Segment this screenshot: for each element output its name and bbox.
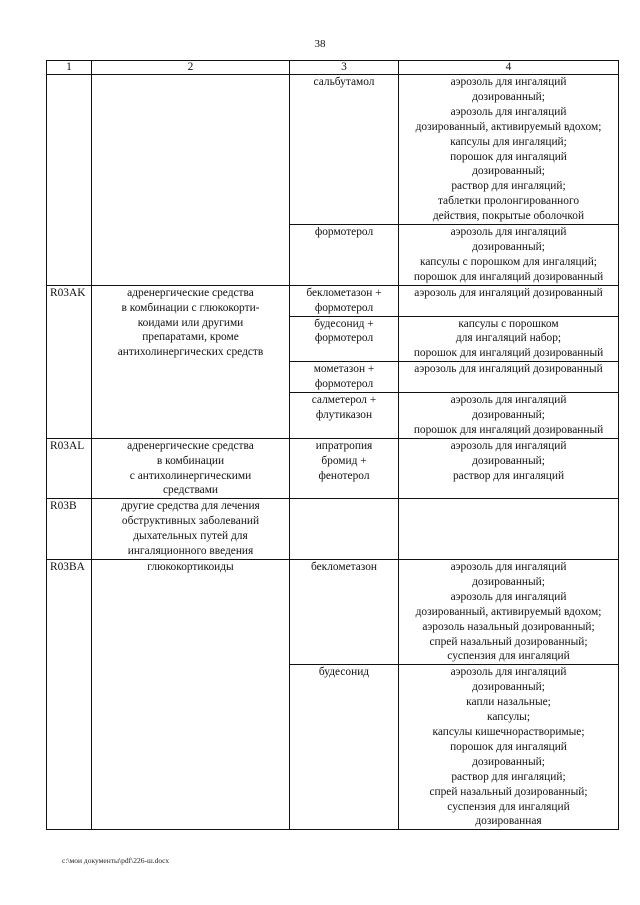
- forms-cell-line: капсулы с порошком: [458, 317, 559, 330]
- forms-cell-line: капсулы с порошком для ингаляций;: [420, 255, 597, 268]
- drug-table: [46, 60, 619, 830]
- forms-cell: [399, 75, 619, 225]
- table-row: [47, 438, 619, 499]
- group-cell: [92, 285, 290, 438]
- atc-code-cell: R03AK: [47, 285, 92, 438]
- forms-cell-line: раствор для ингаляций;: [451, 180, 566, 193]
- group-cell-line: адренергические средства: [127, 439, 254, 452]
- drug-cell-line: будесонид +: [314, 317, 374, 330]
- forms-cell-line: дозированный;: [472, 408, 545, 421]
- drug-cell-line: формотерол: [314, 332, 374, 345]
- forms-cell-line: аэрозоль для ингаляций: [450, 561, 567, 573]
- footer-file-path: c:\мои документы\pdf\226-ш.docx: [62, 856, 170, 865]
- group-cell-line: антихолинергических средств: [117, 346, 264, 359]
- forms-cell-line: капсулы кишечнорастворимые;: [432, 725, 585, 738]
- atc-code-cell: R03BA: [47, 560, 92, 830]
- group-cell-line: глюкокортикоиды: [147, 561, 234, 573]
- forms-cell-line: аэрозоль для ингаляций дозированный: [414, 363, 603, 376]
- atc-code-cell: R03AL: [47, 438, 92, 499]
- drug-cell-line: формотерол: [314, 301, 374, 314]
- table-body: [47, 75, 619, 830]
- table-row: [47, 560, 619, 665]
- forms-cell: [399, 438, 619, 499]
- column-header: 3: [290, 61, 399, 75]
- group-cell-line: препаратами, кроме: [142, 331, 239, 344]
- forms-cell: [399, 560, 619, 665]
- forms-cell-line: аэрозоль для ингаляций: [450, 76, 567, 88]
- page-number: 38: [314, 38, 326, 50]
- forms-cell: [399, 285, 619, 316]
- forms-cell-line: аэрозоль для ингаляций: [450, 105, 567, 118]
- atc-code-cell: [47, 75, 92, 286]
- forms-cell-line: аэрозоль для ингаляций: [450, 590, 567, 603]
- group-cell-line: средствами: [162, 484, 219, 497]
- atc-code-cell: R03B: [47, 499, 92, 560]
- forms-cell: [399, 393, 619, 439]
- drug-cell-line: флутиказон: [315, 408, 373, 421]
- column-header: 1: [47, 61, 92, 75]
- forms-cell: [399, 225, 619, 286]
- forms-cell-line: порошок для ингаляций: [450, 150, 567, 163]
- forms-cell-line: порошок для ингаляций дозированный: [413, 423, 604, 436]
- forms-cell-line: капсулы для ингаляций;: [450, 135, 567, 148]
- forms-cell-line: аэрозоль для ингаляций: [450, 666, 567, 679]
- forms-cell-line: дозированный, активируемый вдохом;: [415, 120, 602, 133]
- group-cell: [92, 75, 290, 286]
- forms-cell-line: суспензия для ингаляций: [447, 800, 570, 813]
- forms-cell-line: спрей назальный дозированный;: [429, 785, 588, 798]
- group-cell-line: дыхательных путей для: [133, 530, 248, 543]
- forms-cell-line: спрей назальный дозированный;: [429, 635, 588, 648]
- drug-cell: [290, 316, 399, 362]
- table-header-row: [47, 61, 619, 75]
- forms-cell: [399, 665, 619, 830]
- drug-cell: [290, 438, 399, 499]
- group-cell: [92, 499, 290, 560]
- drug-cell-line: формотерол: [314, 226, 374, 239]
- drug-cell-line: салметерол +: [311, 394, 377, 407]
- group-cell-line: ингаляционного введения: [127, 545, 254, 558]
- forms-cell-line: дозированный, активируемый вдохом;: [415, 605, 602, 618]
- forms-cell-line: суспензия для ингаляций: [447, 650, 570, 663]
- forms-cell-line: аэрозоль для ингаляций: [450, 439, 567, 452]
- group-cell-line: с антихолинергическими: [129, 469, 252, 482]
- forms-cell-line: капли назальные;: [466, 696, 551, 709]
- column-header: 4: [399, 61, 619, 75]
- table-row: [47, 499, 619, 560]
- drug-cell-line: формотерол: [314, 378, 374, 391]
- drug-cell: [290, 225, 399, 286]
- forms-cell-line: порошок для ингаляций дозированный: [413, 347, 604, 360]
- drug-cell: [290, 393, 399, 439]
- forms-cell-line: аэрозоль для ингаляций: [450, 226, 567, 239]
- group-cell: [92, 438, 290, 499]
- group-cell-line: в комбинации: [156, 454, 225, 467]
- drug-cell: [290, 499, 399, 560]
- forms-cell-line: порошок для ингаляций: [450, 740, 567, 753]
- drug-cell: [290, 75, 399, 225]
- group-cell-line: коидами или другими: [137, 316, 244, 329]
- forms-cell-line: дозированная: [475, 815, 542, 828]
- table-row: [47, 285, 619, 316]
- column-header: 2: [92, 61, 290, 75]
- forms-cell-line: таблетки пролонгированного: [437, 195, 580, 208]
- forms-cell: [399, 499, 619, 560]
- group-cell-line: обструктивных заболеваний: [121, 515, 260, 528]
- group-cell-line: адренергические средства: [127, 286, 254, 299]
- forms-cell-line: действия, покрытые оболочкой: [432, 210, 585, 223]
- group-cell-line: в комбинации с глюкокорти-: [121, 301, 260, 314]
- drug-cell-line: беклометазон +: [306, 286, 382, 299]
- drug-cell-line: фенотерол: [318, 469, 370, 482]
- drug-cell-line: сальбутамол: [313, 76, 375, 88]
- table-row: [47, 75, 619, 225]
- forms-cell-line: аэрозоль для ингаляций дозированный: [414, 286, 603, 299]
- forms-cell-line: дозированный;: [472, 755, 545, 768]
- drug-cell-line: ипратропия: [315, 439, 373, 452]
- forms-cell-line: раствор для ингаляций: [452, 469, 565, 482]
- forms-cell-line: дозированный;: [472, 165, 545, 178]
- forms-cell: [399, 362, 619, 393]
- forms-cell-line: аэрозоль назальный дозированный;: [422, 620, 595, 633]
- group-cell-line: другие средства для лечения: [121, 500, 260, 513]
- drug-cell: [290, 560, 399, 665]
- group-cell: [92, 560, 290, 830]
- drug-cell-line: мометазон +: [313, 363, 375, 376]
- drug-cell-line: бромид +: [321, 454, 367, 467]
- drug-cell: [290, 285, 399, 316]
- forms-cell-line: дозированный;: [472, 90, 545, 103]
- forms-cell-line: порошок для ингаляций дозированный: [413, 270, 604, 283]
- forms-cell-line: капсулы;: [487, 711, 530, 724]
- forms-cell-line: дозированный;: [472, 240, 545, 253]
- drug-cell-line: будесонид: [318, 666, 370, 679]
- forms-cell-line: дозированный;: [472, 681, 545, 694]
- drug-cell: [290, 362, 399, 393]
- forms-cell-line: дозированный;: [472, 575, 545, 588]
- drug-cell-line: беклометазон: [310, 561, 378, 573]
- forms-cell-line: для ингаляций набор;: [455, 332, 562, 345]
- forms-cell-line: дозированный;: [472, 454, 545, 467]
- forms-cell-line: аэрозоль для ингаляций: [450, 394, 567, 407]
- drug-cell: [290, 665, 399, 830]
- forms-cell-line: раствор для ингаляций;: [451, 770, 566, 783]
- forms-cell: [399, 316, 619, 362]
